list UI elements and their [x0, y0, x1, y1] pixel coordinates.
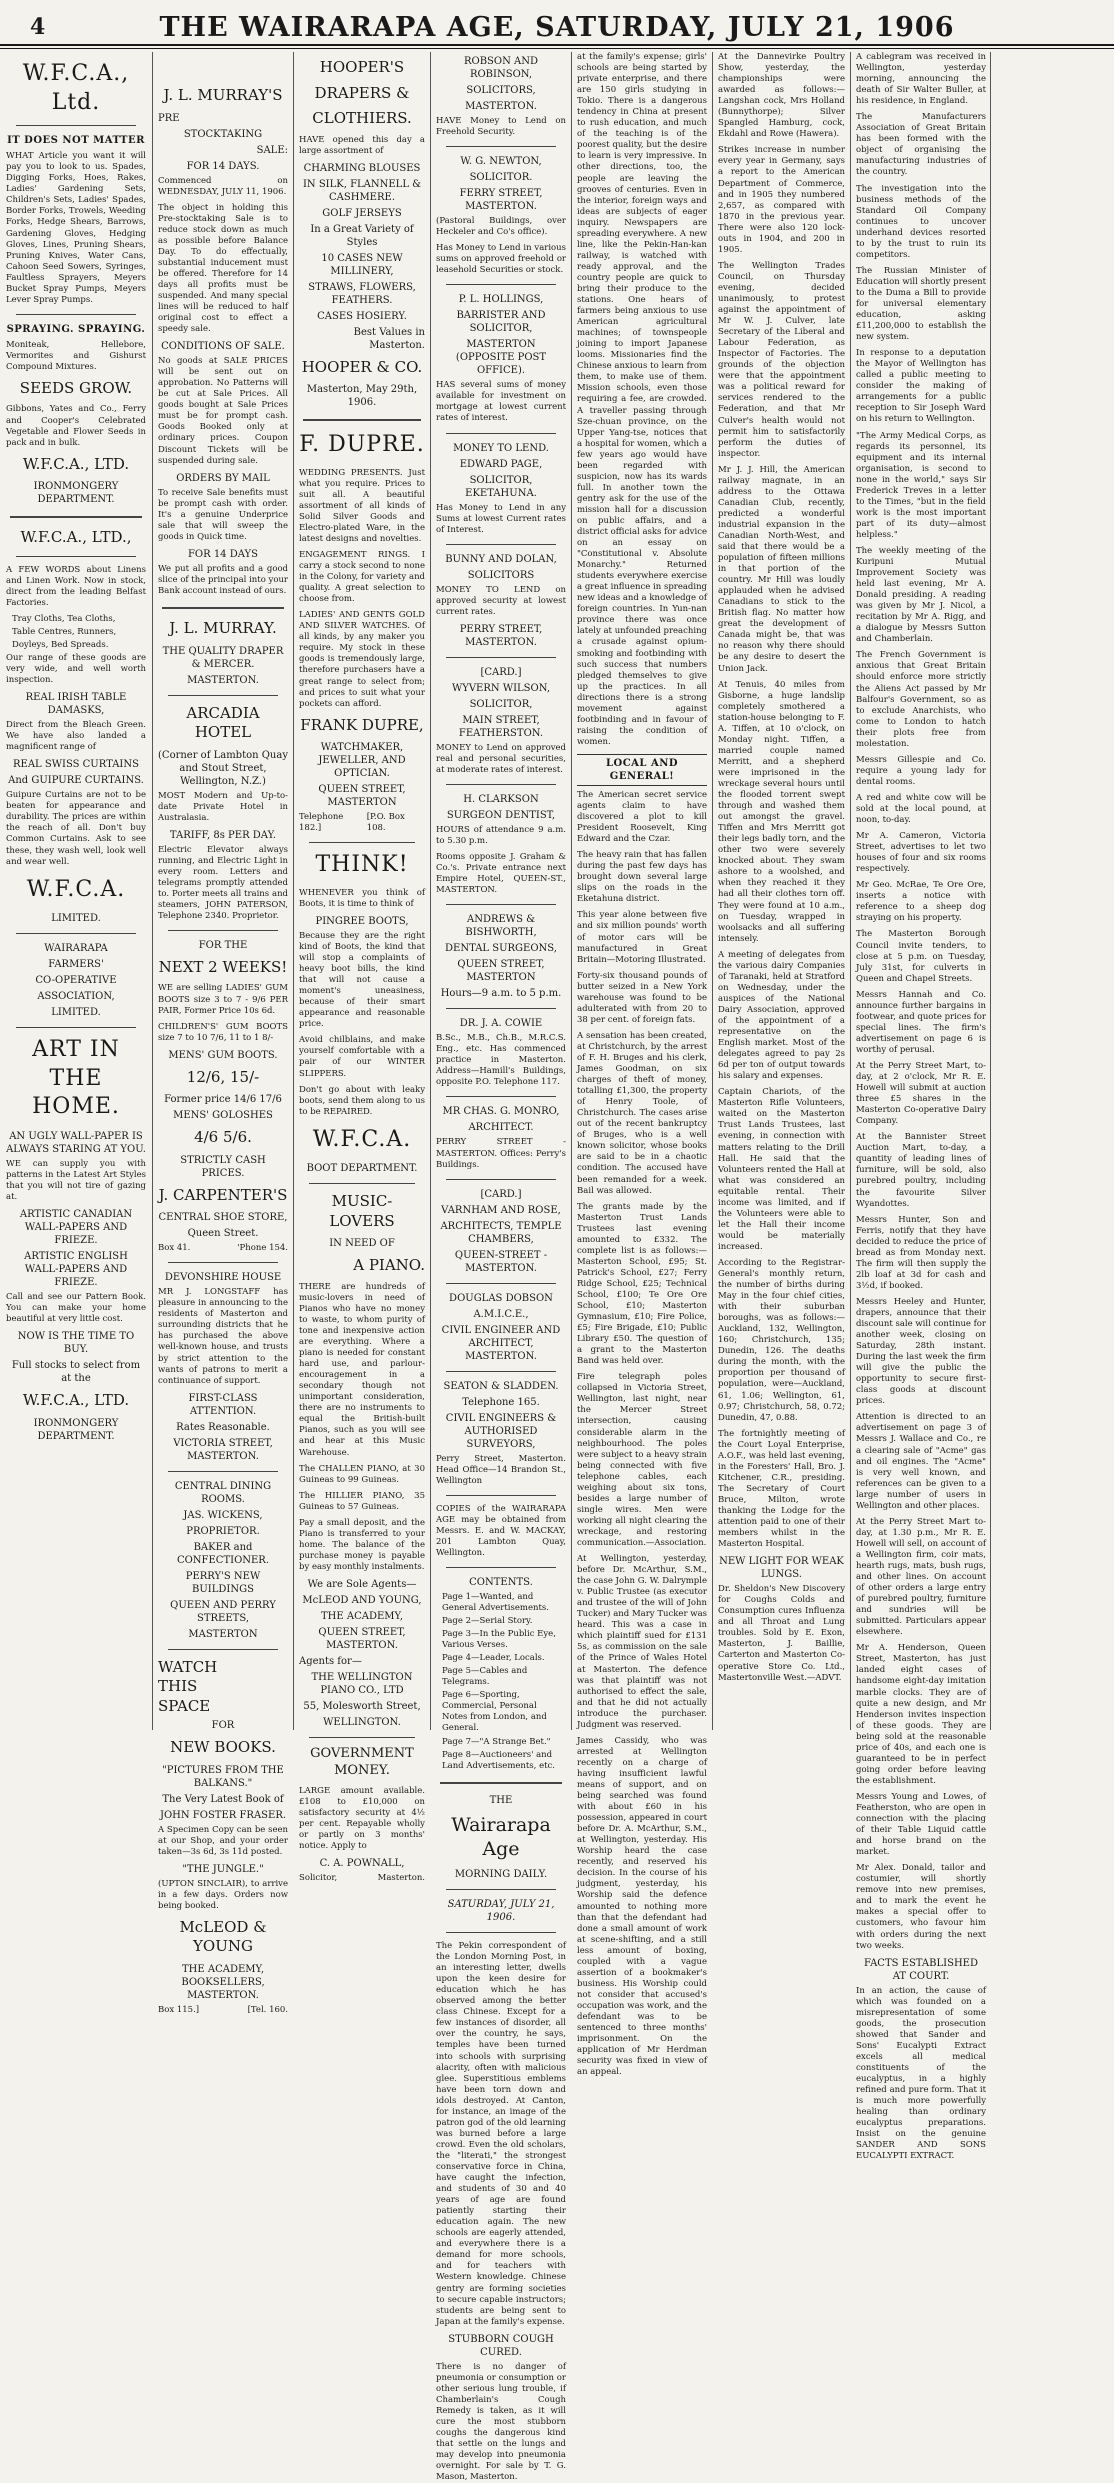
- column-rule: [430, 52, 431, 1730]
- perry-buildings: PERRY'S NEW BUILDINGS: [185, 1570, 261, 1595]
- money-to-lend-heading: MONEY TO LEND.: [453, 442, 549, 454]
- mcleod-label: McLEOD AND YOUNG,: [302, 1594, 422, 1606]
- canadian-papers: ARTISTIC CANADIAN WALL-PAPERS AND FRIEZE.: [19, 1209, 133, 1247]
- article-paragraph: At the Dannevirke Poultry Show, yesterday, the championships were awarded as follows:— Langshan cock, Mrs Holland (Bunnythorpe); Silver Spangled Hamburg, cock, Ekdahl and Rowe (Hawera).: [718, 52, 845, 140]
- wellington-piano: THE WELLINGTON PIANO CO., LTD: [311, 1671, 413, 1696]
- dobson-address: CIVIL ENGINEER AND ARCHITECT, MASTERTON.: [441, 1324, 561, 1362]
- jungle-text: (UPTON SINCLAIR), to arrive in a few days. Orders now being booked.: [158, 1878, 288, 1911]
- mens-gum-price: 12/6, 15/-: [186, 1067, 260, 1086]
- baker-label: BAKER and CONFECTIONER.: [176, 1541, 270, 1566]
- stubborn-heading: STUBBORN COUGH CURED.: [448, 2333, 554, 2358]
- music-text: THERE are hundreds of music-lovers in need of Pianos who have no money to waste, to whom purity of tone and inexpensive action are everything. Where a piano is needed for constant hard use, and parlour-encouragement in a secondary though not unimportant consideration, there are no instruments to equal the British-built Pianos, such as you will see and hear at this Music Warehouse.: [299, 1281, 425, 1458]
- pre-label: PRE: [158, 112, 180, 124]
- hollings-heading: P. L. HOLLINGS,: [458, 294, 544, 306]
- it-does-not-matter-heading: IT DOES NOT MATTER: [7, 135, 145, 147]
- profits-text: We put all profits and a good slice of the principal into your Bank account instead of ours.: [158, 563, 288, 596]
- queen-perry-streets: QUEEN AND PERRY STREETS,: [170, 1599, 276, 1624]
- blouses-label: CHARMING BLOUSES: [303, 162, 421, 174]
- tel-number: Telephone 182.]: [299, 812, 344, 834]
- contents-item: Page 6—Sporting, Commercial, Personal Notes from London, and General.: [442, 1690, 547, 1734]
- article-paragraph: A meeting of delegates from the various dairy Companies of Taranaki, held at Stratford on Wednesday, under the auspices of the National Dairy Association, approved of the appointment of a representative on the English market. Most of the delegates agreed to pay 2s 6d per ton of output towards his salary and expenses.: [718, 949, 845, 1082]
- millinery-label: 10 CASES NEW MILLINERY,: [321, 252, 403, 277]
- contents-item: Page 8—Auctioneers' and Land Advertisements, etc.: [442, 1749, 555, 1771]
- po-box: [P.O. Box 108.: [366, 812, 405, 834]
- article-paragraph: At the Perry Street Mart to-day, at 1.30 p.m., Mr R. E. Howell will sell, on account of a Wellington firm, coir mats, hearth rugs, mats, bush rugs, and other lines. On account of other orders a large entry of purebred poultry, furniture and sundries will be submitted. Particulars appear elsewhere.: [856, 1516, 986, 1638]
- newton-heading: W. G. NEWTON,: [460, 156, 542, 168]
- column-7: [856, 52, 986, 2162]
- column-rule: [712, 52, 713, 1730]
- article-paragraph: Strikes increase in number every year in Germany, says a report to the American Department of Commerce, and in 1905 they numbered 2,657, as compared with 1870 in the previous year. There were also 120 lock-outs in 1904, and 200 in 1905.: [718, 145, 845, 255]
- swiss-curtains-heading: REAL SWISS CURTAINS: [13, 759, 139, 771]
- farmers-line: ASSOCIATION,: [37, 991, 115, 1003]
- wickens-label: JAS. WICKENS,: [183, 1509, 263, 1521]
- copies-text: COPIES of the WAIRARAPA AGE may be obtained from Messrs. E. and W. MACKAY, 201 Lambton Quay, Wellington.: [436, 1503, 566, 1558]
- arcadia-address: (Corner of Lambton Quay and Stout Street, Wellington, N.Z.): [158, 749, 288, 787]
- drapers-heading: DRAPERS &: [314, 83, 410, 102]
- robson-text: HAVE Money to Lend on Freehold Security.: [436, 116, 566, 138]
- contents-item: Page 4—Leader, Locals.: [442, 1653, 545, 1664]
- agents-label: We are Sole Agents—: [307, 1578, 417, 1590]
- hillier-text: The HILLIER PIANO, 35 Guineas to 57 Guineas.: [299, 1490, 425, 1512]
- article-paragraph: At Tenuis, 40 miles from Gisborne, a huge landslip completely smothered a station-house belonging to F. A. Tiffen, at 10 o'clock, on Monday night. Tiffen, a married couple named Merritt, and a shepherd were imprisoned in the wreckage several hours until the flooded torrent swept through and washed them out amongst the gravel. Tiffen and Mrs Merritt got their legs badly torn, and the other two were severely knocked about. They swam ashore to a woolshed, and when they reached it they had all their clothes torn off. They were found at 10 a.m., on Tuesday, wrapped in woolsacks and all suffering intensely.: [718, 679, 845, 944]
- molesworth-label: 55, Molesworth Street,: [303, 1700, 421, 1712]
- art-in-home-heading: ART IN THE HOME.: [32, 1037, 120, 1120]
- bunny-text: MONEY TO LEND on approved security at lowest current rates.: [436, 584, 566, 617]
- queen-street: QUEEN STREET, MASTERTON.: [318, 1626, 406, 1651]
- solicitors-label: SOLICITORS,: [466, 85, 536, 96]
- column-5: [577, 52, 707, 2078]
- hollings-address: MASTERTON (OPPOSITE POST OFFICE).: [455, 339, 547, 377]
- hooper-date: Masterton, May 29th, 1906.: [306, 384, 418, 409]
- rates-label: Rates Reasonable.: [176, 1421, 270, 1433]
- hours-label: Hours—9 a.m. to 5 p.m.: [440, 988, 562, 1000]
- article-paragraph: Attention is directed to an advertisement on page 3 of Messrs J. Wallace and Co., re a clearing sale of "Acme" gas and oil engines. The "Acme" is very well known, and references can be given to a large number of users in Wellington and other places.: [856, 1412, 986, 1511]
- arcadia-heading: ARCADIA HOTEL: [186, 703, 260, 741]
- orders-mail-heading: ORDERS BY MAIL: [176, 472, 270, 484]
- clarke-heading: H. CLARKSON: [463, 793, 539, 805]
- object-text: The object in holding this Pre-stocktaking Sale is to reduce stock down as much as possible before Balance Day. To do effectually, substantial inducement must be offered. Therefore for 14 days all profits must be suspended. And many special lines will be reduced to half original cost to effect a speedy sale.: [158, 202, 288, 335]
- masterton-label: MASTERTON.: [465, 101, 537, 112]
- for-14-days: FOR 14 DAYS.: [186, 160, 260, 172]
- hooper-co-heading: HOOPER & CO.: [301, 357, 423, 376]
- dupre-heading: F. DUPRE.: [299, 432, 425, 458]
- varnham-heading: VARNHAM AND ROSE,: [441, 1204, 561, 1216]
- farmers-line: FARMERS': [48, 959, 104, 971]
- seaton-sub: CIVIL ENGINEERS & AUTHORISED SURVEYORS,: [445, 1412, 557, 1450]
- article-paragraph: A red and white cow will be sold at the local pound, at noon, to-day.: [856, 792, 986, 826]
- carpenter-heading: J. CARPENTER'S: [158, 1185, 288, 1204]
- fraser-label: JOHN FOSTER FRASER.: [159, 1809, 287, 1821]
- mens-gum-boots: MENS' GUM BOOTS.: [168, 1049, 278, 1061]
- guipure-curtains-heading: And GUIPURE CURTAINS.: [8, 775, 144, 787]
- wfca-heading: W.F.C.A., LTD.: [22, 1391, 130, 1410]
- dentist-label: SURGEON DENTIST,: [446, 809, 556, 821]
- newton-text: Has Money to Lend in various sums on approved freehold or leasehold Securities or stock.: [436, 243, 566, 276]
- card-label: [CARD.]: [480, 666, 522, 678]
- article-paragraph: Forty-six thousand pounds of butter seized in a New York warehouse was found to be adulterated with from 20 to 38 per cent. of foreign fats.: [577, 970, 707, 1025]
- clothiers-heading: CLOTHIERS.: [312, 109, 412, 127]
- column-6: [718, 52, 845, 1730]
- facts-text: In an action, the cause of which was founded on a misrepresentation of some goods, the prosecution showed that Sander and Sons' Eucalypti Extract excels all medical constituents of the eucalyptus, in a highly refined and pure form. That it is much more powerfully healing than ordinary eucalyptus preparations. Insist on the genuine SANDER AND SONS EUCALYPTI EXTRACT.: [856, 1985, 986, 2162]
- deposit-text: Pay a small deposit, and the Piano is transferred to your home. The balance of the purchase money is payable by easy monthly instalments.: [299, 1517, 425, 1572]
- clarke-text: Rooms opposite J. Graham & Co.'s. Private entrance next Empire Hotel, QUEEN-ST., MASTERTON.: [436, 852, 566, 896]
- linen-item: Doyleys, Bed Spreads.: [12, 639, 109, 650]
- seeds-text: Gibbons, Yates and Co., Ferry and Cooper's Celebrated Vegetable and Flower Seeds in pack and in bulk.: [6, 404, 146, 448]
- edition-date: SATURDAY, JULY 21, 1906.: [447, 1899, 555, 1924]
- hollings-text: HAS several sums of money available for investment on mortgage at lowest current rates of interest.: [436, 380, 566, 424]
- article-paragraph: at the family's expense; girls' schools are being started by private enterprise, and there are 150 girls studying in Tokio. There is a dangerous tendency in China at present to rush education, and much of the teaching is of the poorest quality, but the desire to learn is very impressive. In other directions, too, the people are leaving the grooves of centuries. Even in the interior, foreign ways and ideas are subjects of eager inquiry. Newspapers are spreading everywhere. A new line, like the Pekin-Han-kan railway, is watched with ready approval, and the country people are quick to bring their produce to the stations. One hears of farmers being anxious to use American agricultural machines; of townspeople joining to import Japanese looms. Missionaries find the Chinese anxious to learn from them, to make use of them. Mission schools, even those requiring a fee, are crowded. A traveller passing through Sze-chuan province, on the Upper Yang-tse, notices that a hospital for women, which a few years ago would have been regarded with suspicion, now has its wards full. In another town the gentry ask for the use of the mission hall for a discussion on public affairs, and a district official asks for advice on an essay on "Constitutional v. Absolute Monarchy." Returned students everywhere exercise a great influence in spreading new ideas and a knowledge of foreign countries. In Yun-nan province there was once lately at unfounded preaching a crusade against opium-smoking and footbinding with such success that numbers pledged themselves to give up the practices. In all directions there is a strong movement against footbinding and in favour of raising the condition of women.: [577, 52, 707, 747]
- ferry-street: FERRY STREET, MASTERTON.: [459, 188, 543, 213]
- article-paragraph: The Manufacturers Association of Great Britain has been formed with the object of organising the manufacturing industries of the country.: [856, 112, 986, 178]
- murray-heading: J. L. MURRAY'S: [163, 86, 283, 104]
- cowie-heading: DR. J. A. COWIE: [459, 1018, 543, 1030]
- academy-label: THE ACADEMY, BOOKSELLERS, MASTERTON.: [181, 1963, 265, 2001]
- masthead: [0, 0, 1114, 43]
- column-2: [158, 52, 288, 2015]
- article-paragraph: A cablegram was received in Wellington, yesterday morning, announcing the death of Sir Walter Buller, at his residence, in England.: [856, 52, 986, 107]
- varnham-sub: ARCHITECTS, TEMPLE CHAMBERS,: [440, 1220, 562, 1245]
- golf-label: GOLF JERSEYS: [322, 207, 402, 219]
- tariff-label: TARIFF, 8s PER DAY.: [169, 829, 277, 841]
- solicitor-label: SOLICITOR,: [469, 698, 533, 710]
- article-paragraph: At the Bannister Street Auction Mart, to-day, a quantity of leading lines of furniture, will be sold, also purebred poultry, including the favourite Silver Wyandottes.: [856, 1132, 986, 1209]
- straws-label: STRAWS, FLOWERS, FEATHERS.: [308, 281, 416, 306]
- column-rule: [990, 52, 991, 1730]
- agents-for-label: Agents for—: [299, 1655, 362, 1667]
- stocktaking-label: STOCKTAKING: [183, 128, 263, 140]
- gum-boots-text: WE are selling LADIES' GUM BOOTS size 3 to 7 - 9/6 PER PAIR, Former Price 10s 6d.: [158, 983, 288, 1016]
- article-paragraph: Messrs Gillespie and Co. require a young lady for dental rooms.: [856, 754, 986, 787]
- tel-number: [Tel. 160.: [247, 2004, 288, 2015]
- newspaper-title: THE WAIRARAPA AGE, SATURDAY, JULY 21, 1906: [159, 12, 955, 43]
- page-label: EDWARD PAGE,: [459, 458, 543, 470]
- page-address: SOLICITOR, EKETAHUNA.: [465, 474, 537, 499]
- english-papers: ARTISTIC ENGLISH WALL-PAPERS AND FRIEZE.: [24, 1251, 128, 1289]
- article-paragraph: Mr A. Cameron, Victoria Street, advertises to let two houses of four and six rooms respectively.: [856, 831, 986, 875]
- goloshes-label: MENS' GOLOSHES: [173, 1110, 273, 1122]
- linens-text-2: Our range of these goods are very wide, and well worth inspection.: [6, 653, 146, 686]
- limited-label: LIMITED.: [51, 1007, 101, 1019]
- dobson-heading: DOUGLAS DOBSON: [449, 1292, 553, 1304]
- curtains-text: Guipure Curtains are not to be beaten for appearance and durability. The prices are within the reach of all. Don't buy Common Curtains. Ask to see these, they wash well, look well and wear well.: [6, 790, 146, 867]
- full-stocks: Full stocks to select from at the: [11, 1360, 141, 1385]
- article-paragraph: The fortnightly meeting of the Court Loyal Enterprise, A.O.F., was held last evening, in the Foresters' Hall, Bro. J. Kitchener, C.R., presiding. The Secretary of Court Bruce, Milton, wrote thanking the Lodge for the attention paid to one of their members whilst in the Masterton Hospital.: [718, 1428, 845, 1550]
- academy-label: THE ACADEMY,: [320, 1610, 403, 1622]
- watches-text: LADIES' AND GENTS GOLD AND SILVER WATCHES. Of all kinds, by any maker you require. My stock in these goods is tremendously large, therefore purchasers have a great range to select from; and prices to suit what your pockets can afford.: [299, 610, 425, 709]
- newspaper-name: Wairarapa Age: [451, 1813, 551, 1861]
- goloshes-price: 4/6 5/6.: [194, 1128, 252, 1147]
- bunny-heading: BUNNY AND DOLAN,: [445, 553, 557, 565]
- masthead-rule-bottom: [0, 48, 1114, 49]
- first-class-label: FIRST-CLASS ATTENTION.: [188, 1392, 258, 1417]
- column-rule: [152, 52, 153, 1730]
- wfca-heading: W.F.C.A.: [312, 1126, 412, 1152]
- article-paragraph: The Wellington Trades Council, on Thursday evening, decided unanimously, to protest against the appointment of Mr W. J. Culver, late Secretary of the Liberal and Labour Federation, as Inspector of Factories. The grounds of the objection were that the appointment was a political reward for services rendered to the Federation, and that Mr Culver's health would not permit him to satisfactorily perform the duties of inspector.: [718, 260, 845, 459]
- seaton-tel: Telephone 165.: [462, 1396, 540, 1408]
- article-paragraph: Messrs Hunter, Son and Ferris, notify that they have decided to reduce the price of bread as from Monday next. The firm will then supply the 2lb loaf at 3d for cash and 3½d, if booked.: [856, 1214, 986, 1291]
- commenced-text: Commenced on WEDNESDAY, JULY 11, 1906.: [158, 175, 288, 197]
- column-4: [436, 52, 566, 2483]
- page-text: Has Money to Lend in any Sums at lowest Current rates of Interest.: [436, 502, 566, 535]
- article-paragraph: Mr J. J. Hill, the American railway magnate, in an address to the Ottawa Canadian Club, recently, predicted a wonderful industrial expansion in the Canadian North-West, and said that there would be a population of fifteen millions in that portion of the country. Mr Hill was loudly applauded when he advised Canadians to stick to the British flag. No matter how great the development of Canada might be, that was no reason why there should be any desire to desert the Union Jack.: [718, 464, 845, 674]
- devonshire-heading: DEVONSHIRE HOUSE: [164, 1272, 282, 1284]
- article-paragraph: The grants made by the Masterton Trust Lands Trustees last evening amounted to £332. The complete list is as follows:—Masterton School, £95; St. Patrick's School, £27; Ferry Ridge School, £25; Technical School, £100; Te Ore Ore School, £10; Masterton Gymnasium, £10; Fire Police, £5; Fire Brigade, £10; Public Library £50. The question of a grant to the Masterton Band was held over.: [577, 1201, 707, 1367]
- engagement-text: ENGAGEMENT RINGS. I carry a stock second to none in the Colony, for variety and quality. A great selection to choose from.: [299, 550, 425, 605]
- article-paragraph: Mr Alex. Donald, tailor and costumier, will shortly remove into new premises, and to mark the event he makes a special offer to customers, who favour him with orders during the next two weeks.: [856, 1863, 986, 1951]
- solicitors-label: SOLICITORS: [467, 569, 535, 581]
- government-text: LARGE amount available. £108 to £10,000 on satisfactory security at 4½ per cent. Repayable wholly or partly on 3 months' notice. Apply to: [299, 1785, 425, 1851]
- article-paragraph: The heavy rain that has fallen during the past few days has brought down several large slips on the roads in the Eketahuna district.: [577, 850, 707, 905]
- chilblains-text: Avoid chilblains, and make yourself comfortable with a pair of our WINTER SLIPPERS.: [299, 1035, 425, 1079]
- watchmaker-label: WATCHMAKER, JEWELLER, AND OPTICIAN.: [318, 742, 406, 780]
- art-text: WE can supply you with patterns in the Latest Art Styles that you will not tire of gazing at.: [6, 1158, 146, 1203]
- contents-item: Page 7—"A Strange Bet.": [442, 1736, 551, 1747]
- morning-daily: MORNING DAILY.: [454, 1869, 548, 1881]
- ironmongery-label: IRONMONGERY DEPARTMENT.: [33, 481, 119, 506]
- pingree-text: Because they are the right kind of Boots, the kind that will stop a complaints of heavy boot bills, the kind that will not cause a moment's uneasiness, because of their smart appearance and reasonable price.: [299, 930, 425, 1030]
- varnham-address: QUEEN-STREET - MASTERTON.: [454, 1249, 548, 1274]
- for-14-days: FOR 14 DAYS: [187, 548, 259, 560]
- challen-text: The CHALLEN PIANO, at 30 Guineas to 99 Guineas.: [299, 1463, 425, 1485]
- dupre-text: WEDDING PRESENTS. Just what you require. Prices to suit all. A beautiful assortment of all kinds of Solid Silver Goods and Electro-plated Ware, in the latest designs and novelties.: [299, 467, 425, 544]
- column-rule: [850, 52, 851, 1730]
- article-paragraph: Fire telegraph poles collapsed in Victoria Street, Wellington, last night, near the Mercer Street intersection, causing considerable alarm in the neighbourhood. The poles were subject to a heavy strain being connected with five telephone cables, each weighing about six tons, besides a large number of single wires. Men were working all night clearing the wreckage, and restoring communication.—Association.: [577, 1372, 707, 1548]
- article-paragraph: According to the Registrar-General's monthly return, the number of births during May in the four chief cities, with their suburban boroughs, was as follows:—Auckland, 132, Wellington, 160; Christchurch, 135; Dunedin, 126. The deaths during the month, with the proportion per thousand of population, were—Auckland, 61, 1.06; Wellington, 61, 0.97; Christchurch, 58, 0.72; Dunedin, 47, 0.88.: [718, 1257, 845, 1423]
- article-paragraph: The American secret service agents claim to have discovered a plot to kill President Roosevelt, King Edward and the Czar.: [577, 789, 707, 845]
- barrister-label: BARRISTER AND SOLICITOR,: [456, 310, 546, 335]
- footnote-heading: NEW LIGHT FOR WEAK LUNGS.: [719, 1556, 844, 1581]
- for-label: FOR: [211, 1720, 235, 1732]
- wilson-heading: WYVERN WILSON,: [451, 682, 551, 694]
- page-number: 4: [30, 14, 46, 40]
- article-paragraph: Messrs Hannah and Co. announce further bargains in footwear, and quote prices for special lines. The firm's advertisement on page 6 is worthy of perusal.: [856, 989, 986, 1055]
- ironmongery-label: IRONMONGERY DEPARTMENT.: [33, 1417, 119, 1442]
- box-number: Box 115.]: [158, 2004, 200, 2015]
- strictly-cash: STRICTLY CASH PRICES.: [180, 1154, 266, 1179]
- article-paragraph: In response to a deputation the Mayor of Wellington has called a public meeting to consider the making of arrangements for a public reception to Sir Joseph Ward on his return to Wellington.: [856, 348, 986, 425]
- pingree-label: PINGREE BOOTS,: [315, 915, 409, 927]
- proprietor-label: PROPRIETOR.: [186, 1525, 260, 1537]
- wellington-label: WELLINGTON.: [323, 1716, 401, 1728]
- watch-label: WATCH: [158, 1657, 218, 1676]
- stubborn-text: There is no danger of pneumonia or consumption or other serious lung trouble, if Chamberlain's Cough Remedy is taken, as it will cure the most stubborn coughs the dangerous kind that settle on the lungs and may develop into pneumonia overnight. For sale by T. G. Mason, Masterton.: [436, 2361, 566, 2483]
- linens-text: A FEW WORDS about Linens and Linen Work. Now in stock, direct from the leading Belfast Factories.: [6, 564, 146, 608]
- orders-text: To receive Sale benefits must be prompt cash with order. It's a genuine Underprice sale that will sweep the goods in Quick time.: [158, 487, 288, 542]
- queen-street: QUEEN STREET, MASTERTON: [318, 784, 406, 809]
- tools-text: WHAT Article you want it will pay you to look to us. Spades, Digging Forks, Hoes, Rakes, Ladies' Gardening Sets, Children's Sets, Ladies' Spades, Border Forks, Trowels, Weeding Forks, Hedge Shears, Barrows, Gardening Gloves, Hedging Gloves, Lines, Pruning Shears, Pruning Knives, Water Cans, Cahoon Seed Sowers, Syringes, Faultless Sprayers, Meyers Bucket Spray Pumps, Meyers Lever Spray Pumps.: [6, 151, 146, 305]
- contents-item: Page 5—Cables and Telegrams.: [442, 1666, 528, 1688]
- wfca-heading: W.F.C.A., Ltd.: [22, 61, 130, 115]
- card-label: [CARD.]: [480, 1188, 522, 1200]
- limited-label: LIMITED.: [51, 913, 101, 925]
- damasks-heading: REAL IRISH TABLE DAMASKS,: [25, 692, 127, 717]
- perry-street: PERRY STREET, MASTERTON.: [459, 623, 543, 648]
- article-paragraph: The Russian Minister of Education will shortly present to the Duma a Bill to provide for universal elementary education, asking £11,200,000 to establish the new system.: [856, 265, 986, 343]
- conditions-text: No goods at SALE PRICES will be sent out on approbation. No Patterns will be cut at Sale Prices. All goods bought at Sale Prices must be for prompt cash. Goods Booked only at ordinary prices. Coupon Discount Tickets will be suspended during sale.: [158, 356, 288, 466]
- linen-item: Table Centres, Runners,: [12, 626, 117, 637]
- seaton-address: Perry Street, Masterton. Head Office—14 Brandon St., Wellington: [436, 1453, 566, 1486]
- hosiery-label: CASES HOSIERY.: [317, 310, 407, 322]
- article-paragraph: The French Government is anxious that Great Britain should enforce more strictly the Aliens Act passed by Mr Balfour's Government, so as to exclude Anarchists, who come to London to hatch their plots free from molestation.: [856, 650, 986, 749]
- arcadia-text: MOST Modern and Up-to-date Private Hotel in Australasia.: [158, 790, 288, 823]
- footnote-text: Dr. Sheldon's New Discovery for Coughs Colds and Consumption cures Influenza and all Throat and Lung troubles. Sold by E. Exon, Masterton, J. Baillie, Carterton and Masterton Co-operative Store Co. Ltd., Mastertonville West.—ADVT.: [718, 1584, 845, 1683]
- dental-label: DENTAL SURGEONS,: [445, 943, 557, 955]
- art-subheading: AN UGLY WALL-PAPER IS ALWAYS STARING AT YOU.: [6, 1130, 146, 1155]
- victoria-street: VICTORIA STREET, MASTERTON.: [173, 1437, 273, 1462]
- article-paragraph: Messrs Heeley and Hunter, drapers, announce that their discount sale will continue for another week, closing on Saturday, 28th instant. During the last week the firm will give the public the opportunity to secure first-class goods at discount prices.: [856, 1296, 986, 1407]
- article-paragraph: Mr A. Henderson, Queen Street, Masterton, has just landed eight cases of handsome eight-day imitation marble clocks. They are of quite a new design, and Mr Henderson invites inspection of these goods. They are being sold at the reasonable price of 40s, and each one is guaranteed to be in perfect going order before leaving the establishment.: [856, 1643, 986, 1786]
- monro-address: PERRY STREET - MASTERTON. Offices: Perry's Buildings.: [436, 1137, 566, 1170]
- robson-heading: ROBSON AND ROBINSON,: [463, 56, 539, 80]
- damasks-text: Direct from the Bleach Green. We have also landed a magnificent range of: [6, 720, 146, 753]
- masterton-label: Masterton.: [377, 1873, 425, 1884]
- article-paragraph: The weekly meeting of the Kuripuni Mutual Improvement Society was held last evening, Mr A. Donald presiding. A reading was given by Mr J. Nicol, a recitation by Mr A. Rigg, and a dialogue by Messrs Sutton and Chamberlain.: [856, 545, 986, 645]
- contents-item: Page 1—Wanted, and General Advertisements.: [442, 1591, 549, 1614]
- opened-text: HAVE opened this day a large assortment of: [299, 134, 425, 156]
- sale-label: SALE:: [256, 144, 288, 156]
- article-paragraph: Messrs Young and Lowes, of Featherston, who are open in connection with the placing of their Table Liquid cattle and horse brand on the market.: [856, 1791, 986, 1858]
- silk-label: IN SILK, FLANNELL & CASHMERE.: [302, 178, 422, 203]
- queen-street: QUEEN STREET, MASTERTON: [457, 959, 545, 984]
- masterton-label: MASTERTON: [188, 1628, 258, 1640]
- article-paragraph: The investigation into the business methods of the Standard Oil Company continues to uncover underhand devices resorted to by the trust to ruin its competitors.: [856, 183, 986, 260]
- longstaff-text: MR J. LONGSTAFF has pleasure in announcing to the residents of Masterton and surrounding districts that he has purchased the above well-known house, and trusts by strict attention to the wants of patrons to merit a continuance of support.: [158, 1287, 288, 1386]
- article-paragraph: This year alone between five and six million pounds' worth of motor cars will be manufactured in Great Britain—Motoring Illustrated.: [577, 910, 707, 965]
- wilson-address: MAIN STREET, FEATHERSTON.: [458, 714, 544, 739]
- hours-text: HOURS of attendance 9 a.m. to 5.30 p.m.: [436, 824, 566, 846]
- article-paragraph: Captain Chariots, of the Masterton Rifle Volunteers, waited on the Masterton Trust Lands Trustees, last evening, in connection with matters relating to the Drill Hall. He said that the Volunteers rented the Hall at what was considered an equitable rental. Their income was limited, and if the Volunteers were able to let the Hall their income would be materially increased.: [718, 1087, 845, 1252]
- article-paragraph: A sensation has been created, at Christchurch, by the arrest of F. H. Bruges and his clerk, James Goodman, on six charges of theft of money, totalling £1,300, the property of Henry Toole, of Christchurch. The cases arise out of the recent bankruptcy of Bruges, who is a well known solicitor, whose books are said to be in a chaotic condition. The accused have been remanded for a week. Bail was allowed.: [577, 1030, 707, 1196]
- wfca-heading: W.F.C.A., LTD.,: [20, 528, 132, 547]
- farmers-line: WAIRARAPA: [44, 943, 108, 955]
- box-number: Box 41.: [158, 1243, 191, 1254]
- government-money-heading: GOVERNMENT MONEY.: [310, 1745, 414, 1778]
- latest-book: The Very Latest Book of: [162, 1793, 284, 1805]
- mcleod-young-heading: McLEOD & YOUNG: [179, 1917, 267, 1956]
- contents-item: Page 2—Serial Story.: [442, 1616, 533, 1627]
- andrews-heading: ANDREWS & BISHWORTH,: [465, 914, 537, 939]
- conditions-heading: CONDITIONS OF SALE.: [161, 341, 285, 353]
- leaky-text: Don't go about with leaky boots, send them along to us to be REPAIRED.: [299, 1084, 425, 1117]
- dobson-sub: A.M.I.C.E.,: [473, 1308, 529, 1320]
- arcadia-text-2: Electric Elevator always running, and Electric Light in every room. Letters and telegrams promptly attended to. Porter meets all trains and steamers, JOHN PATERSON, Telephone 2340. Proprietor.: [158, 844, 288, 921]
- seeds-grow-heading: SEEDS GROW.: [19, 378, 133, 397]
- space-label: SPACE: [158, 1696, 211, 1715]
- newton-address: (Pastoral Buildings, over Heckeler and Co's office).: [436, 216, 566, 238]
- spraying-heading: SPRAYING. SPRAYING.: [6, 323, 146, 335]
- spraying-text: Moniteak, Hellebore, Vermorites and Gishurst Compound Mixtures.: [6, 339, 146, 372]
- wfca-heading: W.F.C.A.: [26, 876, 126, 902]
- murray-heading: J. L. MURRAY.: [169, 619, 277, 637]
- leader-text: The Pekin correspondent of the London Morning Post, in an interesting letter, dwells upon the keen desire for education which he has observed among the better class Chinese. Except for a few instances of disorder, all over the country, he says, temples have been turned into schools with surprising alacrity, often with malicious glee. Superstitious emblems have been torn down and idols destroyed. At Canton, for instance, an image of the patron god of the old learning was burned before a large crowd. Even the old scholars, the "literati," the strongest conservative force in China, have caught the infection, and students of 30 and 40 years of age are found patiently starting their education again. The new schools are eagerly attended, and everywhere there is a demand for more schools, and for teachers with Western knowledge. Chinese gentry are forming societies to secure capable instructors; students are being sent to Japan at the family's expense.: [436, 1941, 566, 2327]
- article-paragraph: The Masterton Borough Council invite tenders, to close at 5 p.m. on Tuesday, July 31st, for culverts in Queen and Chapel Streets.: [856, 929, 986, 984]
- this-label: THIS: [158, 1677, 198, 1696]
- new-books-heading: NEW BOOKS.: [170, 1738, 276, 1757]
- article-paragraph: James Cassidy, who was arrested at Wellington recently on a charge of having insufficient lawful means of support, and on being searched was found with about £60 in his possession, appeared in court before Dr. A. McArthur, S.M., at Wellington, yesterday. His Worship heard the case recently, and reserved his decision. In the course of his judgment, yesterday, his Worship said the defence amounted to nothing more than that the defendant had done a small amount of work at scene-shifting, and a still less amount of boxing, coupled with a vague assertion of a bookmaker's business. His Worship could not consider that accused's occupation was work, and the defendant was to be sentenced to three months' imprisonment. On the application of Mr Herdman security was fixed in view of an appeal.: [577, 1735, 707, 2078]
- boot-dept: BOOT DEPARTMENT.: [306, 1163, 418, 1175]
- children-gum-boots: CHILDREN'S' GUM BOOTS size 7 to 10 7/6, 11 to 1 8/-: [158, 1021, 288, 1043]
- mens-former-price: Former price 14/6 17/6: [164, 1094, 282, 1106]
- solicitor-label: SOLICITOR.: [469, 172, 533, 184]
- for-the-label: FOR THE: [198, 939, 248, 951]
- linen-item: Tray Cloths, Tea Cloths,: [12, 613, 116, 624]
- draper-label: THE QUALITY DRAPER & MERCER.: [162, 645, 284, 670]
- phone-number: 'Phone 154.: [237, 1243, 288, 1254]
- queen-street: Queen Street.: [187, 1228, 259, 1240]
- in-need-label: IN NEED OF: [329, 1238, 395, 1250]
- central-shoe-store: CENTRAL SHOE STORE,: [158, 1212, 288, 1224]
- article-paragraph: "The Army Medical Corps, as regards its personnel, its equipment and its internal organisation, is second to none in the world," says Sir Frederick Treves in a letter to the Times, "but in the field work is the most important part of its duty—almost helpless.": [856, 430, 986, 540]
- contents-heading: CONTENTS.: [469, 1576, 533, 1588]
- music-lovers-heading: MUSIC-LOVERS: [329, 1192, 395, 1230]
- now-is-time: NOW IS THE TIME TO BUY.: [17, 1331, 135, 1356]
- architect-label: ARCHITECT.: [468, 1122, 534, 1134]
- pattern-text: Call and see our Pattern Book. You can make your home beautiful at very little cost.: [6, 1292, 146, 1325]
- masterton-label: MASTERTON.: [187, 674, 259, 686]
- seaton-heading: SEATON & SLADDEN.: [443, 1380, 559, 1392]
- best-values: Best Values in Masterton.: [353, 326, 425, 351]
- next-2-weeks-heading: NEXT 2 WEEKS!: [158, 957, 288, 976]
- solicitor-label: Solicitor,: [299, 1873, 338, 1884]
- article-paragraph: At the Perry Street Mart, to-day, at 2 o'clock, Mr R. E. Howell will submit at auction three £5 shares in the Masterton Co-operative Dairy Company.: [856, 1060, 986, 1127]
- contents-item: Page 3—In the Public Eye, Various Verses.: [442, 1629, 556, 1651]
- the-label: THE: [489, 1794, 513, 1806]
- column-1: [6, 52, 146, 1730]
- golf-sub: In a Great Variety of Styles: [310, 223, 414, 248]
- frank-dupre-heading: FRANK DUPRE,: [300, 715, 424, 734]
- wilson-text: MONEY to Lend on approved real and personal securities, at moderate rates of interest.: [436, 742, 566, 775]
- column-rule: [293, 52, 294, 1730]
- article-paragraph: At Wellington, yesterday, before Dr. McArthur, S.M., the case John G. W. Dalrymple v. Public Trustee (as executor and trustee of the will of John Tucker) and Mary Tucker was heard. This was a case in which plaintiff sued for £131 5s, as commission on the sale of the Prince of Wales Hotel at Masterton. The defence was that plaintiff was not authorised to effect the sale, and that he did not actually introduce the purchaser. Judgment was reserved.: [577, 1554, 707, 1730]
- local-general-heading: LOCAL AND GENERAL!: [577, 754, 707, 786]
- facts-heading: FACTS ESTABLISHED AT COURT.: [864, 1957, 978, 1982]
- column-rule: [571, 52, 572, 1730]
- think-text: WHENEVER you think of Boots, it is time to think of: [299, 887, 425, 909]
- masthead-rule-top: [0, 44, 1114, 46]
- cowie-text: B.Sc., M.B., Ch.B., M.R.C.S. Eng., etc. Has commenced practice in Masterton. Address—Hamill's Buildings, opposite P.O. Telephone 117.: [436, 1033, 566, 1088]
- farmers-line: CO-OPERATIVE: [35, 975, 117, 987]
- think-heading: THINK!: [315, 852, 409, 878]
- wfca-heading: W.F.C.A., LTD.: [22, 454, 130, 473]
- column-3: [299, 52, 425, 1884]
- pictures-title: "PICTURES FROM THE BALKANS.": [162, 1764, 284, 1789]
- monro-heading: MR CHAS. G. MONRO,: [442, 1106, 560, 1118]
- jungle-title: "THE JUNGLE.": [182, 1863, 264, 1875]
- copy-text: A Specimen Copy can be seen at our Shop, and your order taken—3s 6d, 3s 11d posted.: [158, 1824, 288, 1857]
- a-piano-heading: A PIANO.: [353, 1256, 425, 1275]
- hoopers-heading: HOOPER'S: [319, 58, 405, 76]
- article-paragraph: Mr Geo. McRae, Te Ore Ore, inserts a notice with reference to a sheep dog straying on his property.: [856, 880, 986, 924]
- pownall-label: C. A. POWNALL,: [319, 1858, 405, 1870]
- central-dining-heading: CENTRAL DINING ROOMS.: [174, 1480, 272, 1505]
